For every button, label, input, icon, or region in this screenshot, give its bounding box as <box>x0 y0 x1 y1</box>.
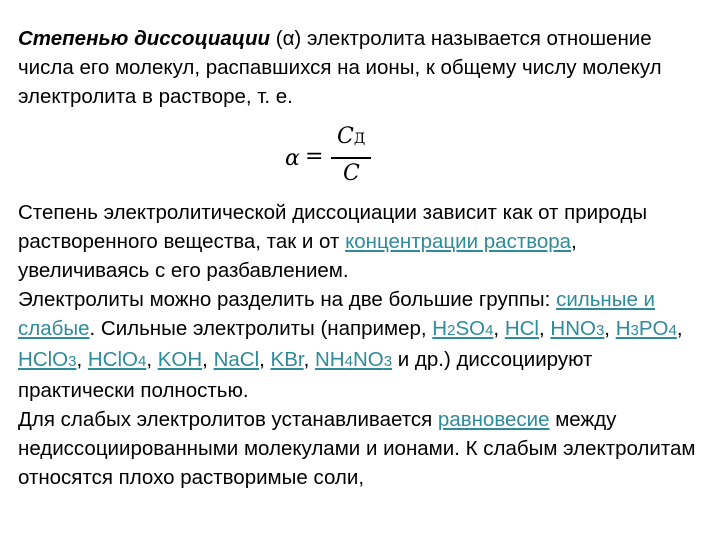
formula-alpha: α <box>285 146 300 171</box>
separator: , <box>146 348 158 371</box>
formula-numerator <box>337 124 365 149</box>
definition-paragraph <box>18 24 708 111</box>
link-hno3[interactable]: HNO3 <box>550 317 605 340</box>
separator: , <box>538 317 551 340</box>
separator: , <box>76 348 88 371</box>
defined-term: Степенью диссоциации <box>18 27 271 50</box>
dissociation-formula <box>285 124 375 188</box>
link-nh4no3[interactable]: NH4NO3 <box>315 348 393 371</box>
link-h2so4[interactable]: H2SO4 <box>432 317 494 340</box>
text-segment: Степень электролитической диссоциации зависит как от природы растворенного вещества, так и от <box>18 201 648 253</box>
fraction-bar <box>331 157 371 159</box>
separator: , <box>303 348 315 371</box>
text-segment: . Сильные электролиты (например, <box>89 317 433 340</box>
link-hcl[interactable]: HCl <box>504 317 539 340</box>
numerator-subscript: Д <box>353 131 366 147</box>
body-paragraph <box>18 198 708 492</box>
link-koh[interactable]: KOH <box>157 348 203 371</box>
text-segment: Для слабых электролитов устанавливается <box>18 408 438 431</box>
separator: , <box>676 317 683 340</box>
text-segment: , увеличиваясь с его разбавлением. <box>18 230 577 282</box>
link-strong-weak[interactable]: сильные и слабые <box>18 288 656 340</box>
numerator-symbol: C <box>337 124 354 149</box>
formula-denominator: C <box>343 161 360 186</box>
separator: , <box>202 348 214 371</box>
link-concentration[interactable]: концентрации раствора <box>345 230 572 253</box>
link-hclo3[interactable]: HClO3 <box>18 348 77 371</box>
separator: , <box>259 348 271 371</box>
separator: , <box>604 317 616 340</box>
text-segment: Электролиты можно разделить на две большие группы: <box>18 288 557 311</box>
text-segment: и др.) диссоциируют практически полностью. <box>18 348 593 402</box>
link-hclo4[interactable]: HClO4 <box>87 348 147 371</box>
link-equilibrium[interactable]: равновесие <box>437 408 550 431</box>
definition-text: (α) электролита называется отношение числа его молекул, распавшихся на ионы, к общему числу молекул электролита в растворе, т. е. <box>18 27 662 108</box>
link-kbr[interactable]: KBr <box>270 348 304 371</box>
link-h3po4[interactable]: H3PO4 <box>615 317 677 340</box>
text-segment: между недиссоциированными молекулами и ионами. К слабым электролитам относятся плохо растворимые соли, <box>18 408 696 489</box>
separator: , <box>493 317 505 340</box>
formula-equals: = <box>305 144 324 169</box>
link-nacl[interactable]: NaCl <box>213 348 260 371</box>
